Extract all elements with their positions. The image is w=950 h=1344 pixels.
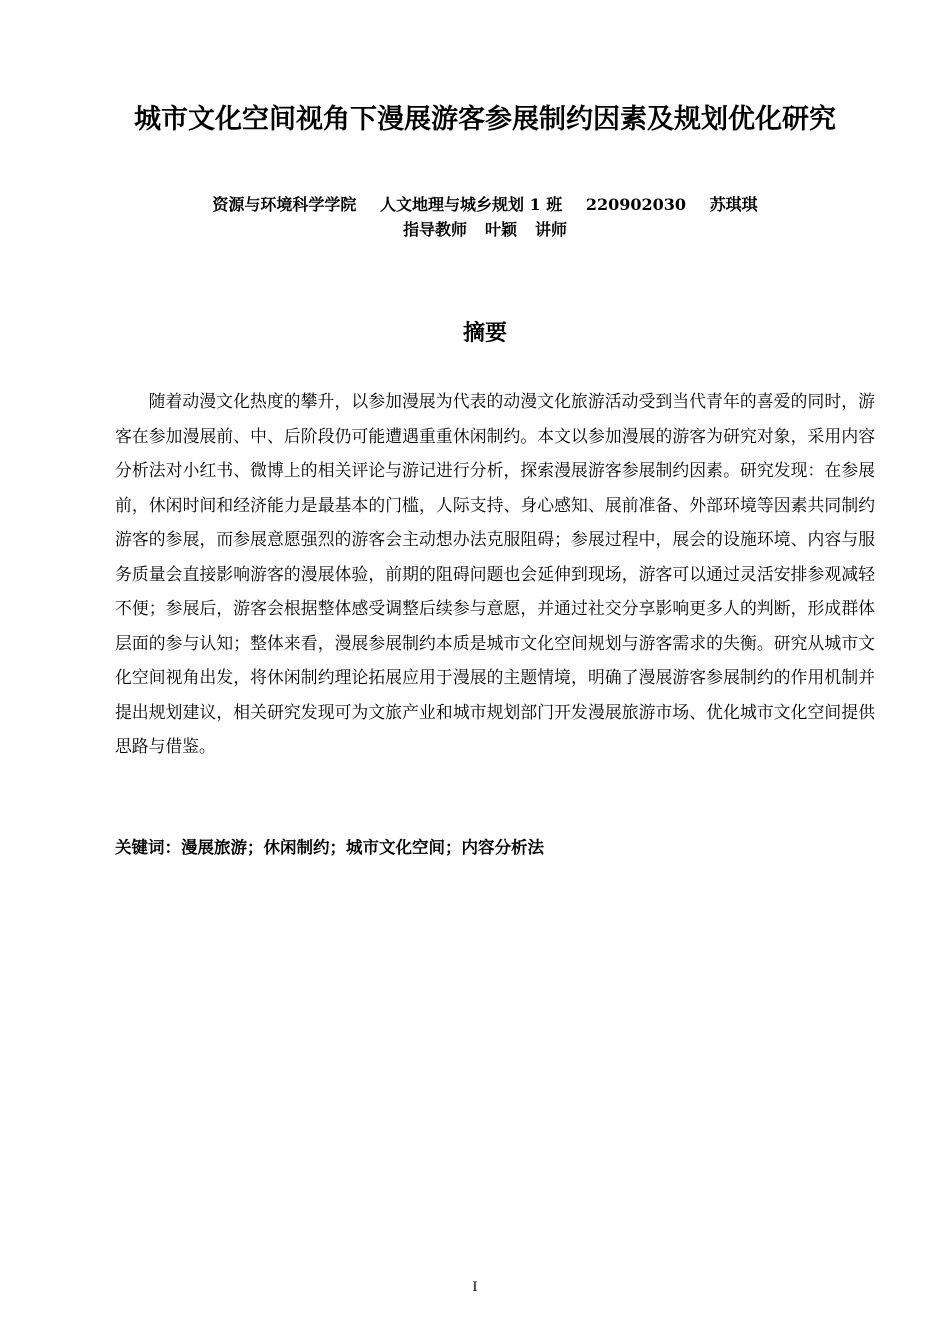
advisor-label: 指导教师: [402, 220, 467, 239]
page-number: I: [472, 1280, 478, 1295]
student-name: 苏琪琪: [709, 195, 758, 214]
advisor-title: 讲师: [535, 220, 568, 239]
paper-title: 城市文化空间视角下漫展游客参展制约因素及规划优化研究: [134, 104, 836, 135]
author-line: [110, 194, 860, 216]
advisor-name: 叶颖: [484, 220, 517, 239]
class-name: 人文地理与城乡规划 1 班: [379, 195, 563, 214]
abstract-heading: 摘要: [462, 321, 507, 346]
advisor-line: [110, 219, 860, 241]
abstract-body: 随着动漫文化热度的攀升，以参加漫展为代表的动漫文化旅游活动受到当代青年的喜爱的同时，游客在参加漫展前、中、后阶段仍可能遭遇重重休闲制约。本文以参加漫展的游客为研究对象，采用内容分析法对小红书、微博上的相关评论与游记进行分析，探索漫展游客参展制约因素。研究发现：在参展前，休闲时间和经济能力是最基本的门槛，人际支持、身心感知、展前准备、外部环境等因素共同制约游客的参展，而参展意愿强烈的游客会主动想办法克服阻碍；参展过程中，展会的设施环境、内容与服务质量会直接影响游客的漫展体验，前期的阻碍问题也会延伸到现场，游客可以通过灵活安排参观减轻不便；参展后，游客会根据整体感受调整后续参与意愿，并通过社交分享影响更多人的判断，形成群体层面的参与认知；整体来看，漫展参展制约本质是城市文化空间规划与游客需求的失衡。研究从城市文化空间视角出发，将休闲制约理论拓展应用于漫展的主题情境，明确了漫展游客参展制约的作用机制并提出规划建议，相关研究发现可为文旅产业和城市规划部门开发漫展旅游市场、优化城市文化空间提供思路与借鉴。: [115, 391, 875, 756]
student-id: 220902030: [585, 195, 687, 214]
college-name: 资源与环境科学学院: [212, 195, 357, 214]
keywords: 关键词：漫展旅游；休闲制约；城市文化空间；内容分析法: [115, 838, 544, 857]
